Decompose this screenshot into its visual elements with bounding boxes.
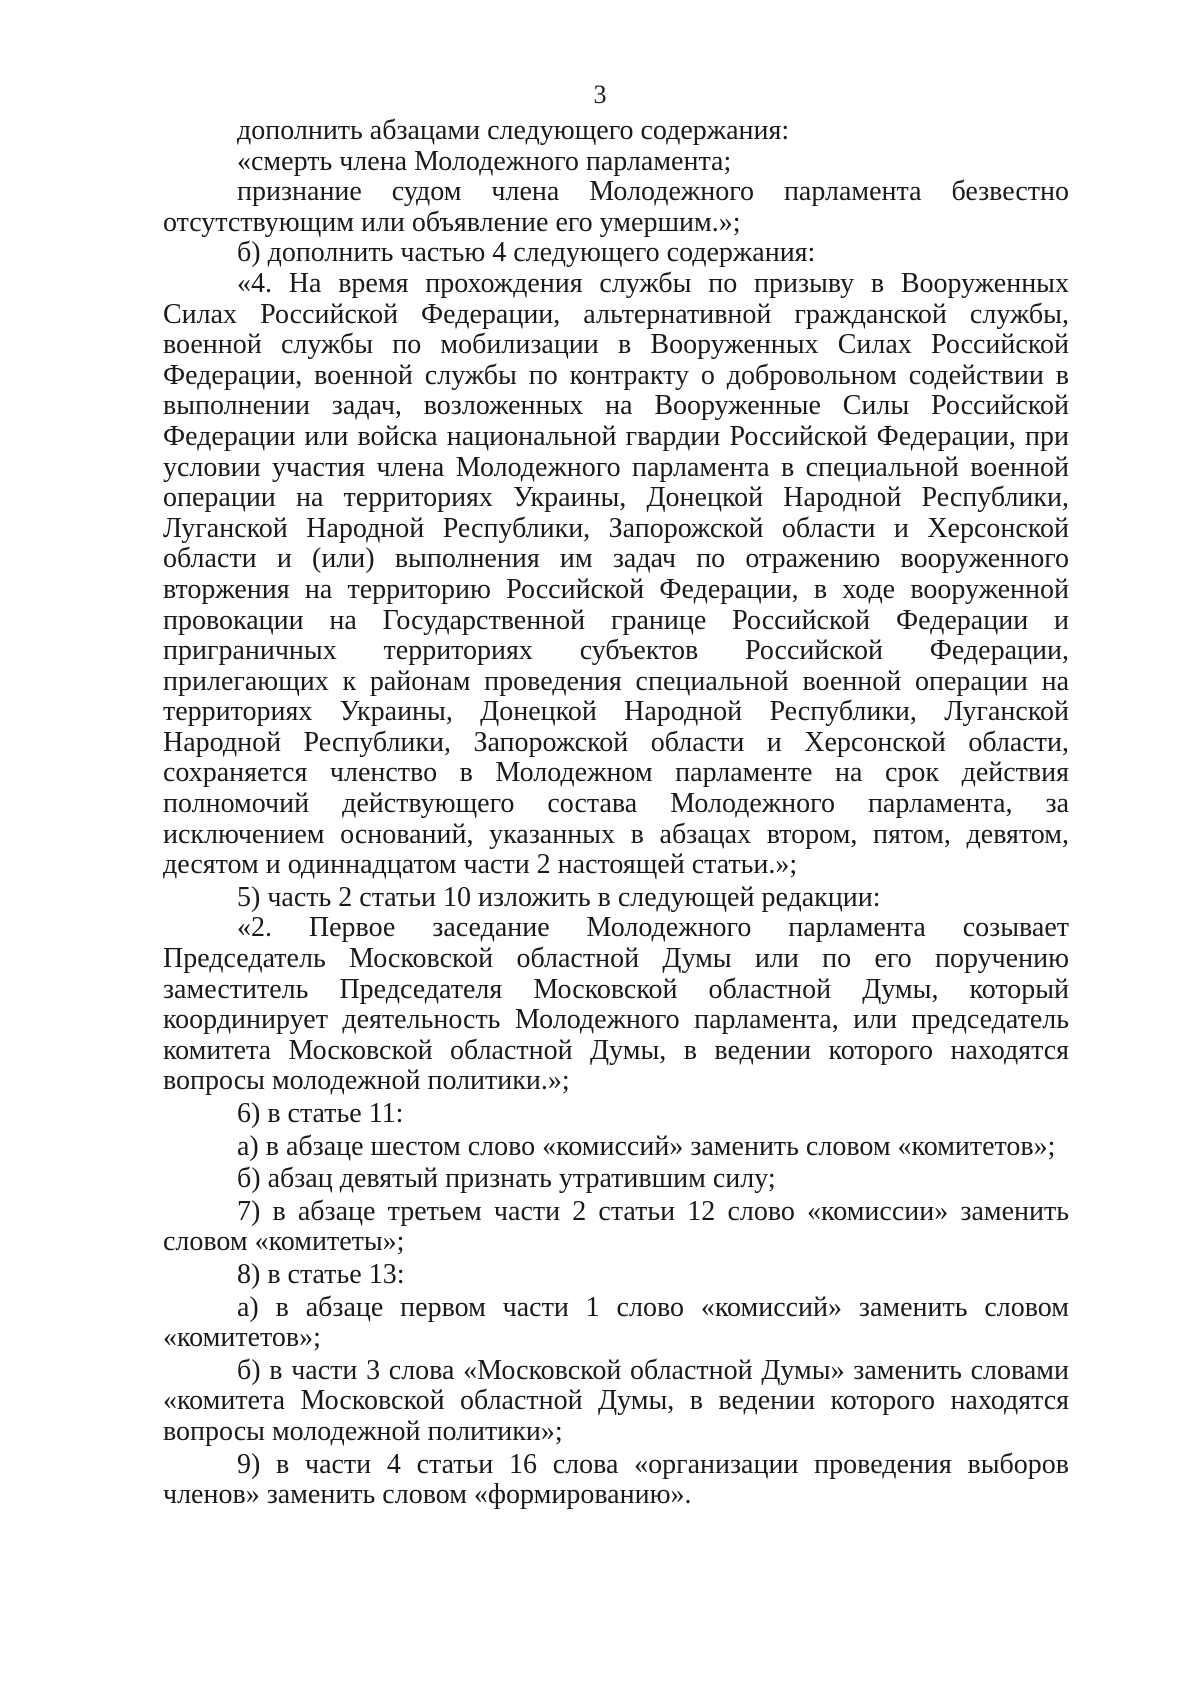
- paragraph-item-8: 8) в статье 13:: [237, 1258, 405, 1290]
- document-body: [163, 116, 1069, 1511]
- paragraph-item-6: 6) в статье 11:: [237, 1098, 404, 1129]
- paragraph-item-6b: б) абзац девятый признать утратившим силу;: [237, 1163, 776, 1195]
- paragraph-add-part-4: б) дополнить частью 4 следующего содержания:: [237, 237, 816, 269]
- paragraph-item-6a: а) в абзаце шестом слово «комиссий» заменить словом «комитетов»;: [237, 1130, 1056, 1162]
- paragraph-item-8a: а) в абзаце первом части 1 слово «комиссий» заменить словом «комитетов»;: [163, 1291, 1069, 1354]
- paragraph-item-9: 9) в части 4 статьи 16 слова «организации проведения выборов членов» заменить словом «формированию».: [163, 1448, 1069, 1511]
- paragraph-item-5: 5) часть 2 статьи 10 изложить в следующей редакции:: [237, 881, 881, 913]
- paragraph-missing-or-deceased: признание судом члена Молодежного парламента безвестно отсутствующим или объявление его умершим.»;: [163, 176, 1069, 238]
- page-number: 3: [593, 80, 607, 109]
- paragraph-part-4-text: «4. На время прохождения службы по призыву в Вооруженных Силах Российской Федерации, альтернативной гражданской службы, военной службы по мобилизации в Вооруженных Силах Российской Федерации, военной службы по контракту о добровольном содействии в выполнении задач, возложенных на Вооруженные Силы Российской Федерации или войска национальной гвардии Российской Федерации, при условии участия члена Молодежного парламента в специальной военной операции на территориях Украины, Донецкой Народной Республики, Луганской Народной Республики, Запорожской области и Херсонской области и (или) выполнения им задач по отражению вооруженного вторжения на территорию Российской Федерации, в ходе вооруженной провокации на Государственной границе Российской Федерации и приграничных территориях субъектов Российской Федерации, прилегающих к районам проведения специальной военной операции на территориях Украины, Донецкой Народной Республики, Луганской Народной Республики, Запорожской области и Херсонской области, сохраняется членство в Молодежном парламенте на срок действия полномочий действующего состава Молодежного парламента, за исключением оснований, указанных в абзацах втором, пятом, девятом, десятом и одиннадцатом части 2 настоящей статьи.»;: [163, 267, 1069, 881]
- paragraph-death-of-member: «смерть члена Молодежного парламента;: [237, 145, 732, 177]
- paragraph-article-10-part-2: «2. Первое заседание Молодежного парламента созывает Председатель Московской областной Думы или по его поручению заместитель Председателя Московской областной Думы, который координирует деятельность Молодежного парламента, или председатель комитета Московской областной Думы, в ведении которого находятся вопросы молодежной политики.»;: [163, 912, 1069, 1097]
- paragraph-item-7: 7) в абзаце третьем части 2 статьи 12 слово «комиссии» заменить словом «комитеты»;: [163, 1195, 1069, 1258]
- paragraph-item-8b: б) в части 3 слова «Московской областной Думы» заменить словами «комитета Московской областной Думы, в ведении которого находятся вопросы молодежной политики»;: [163, 1354, 1069, 1447]
- paragraph-supplement-intro: дополнить абзацами следующего содержания:: [237, 115, 790, 146]
